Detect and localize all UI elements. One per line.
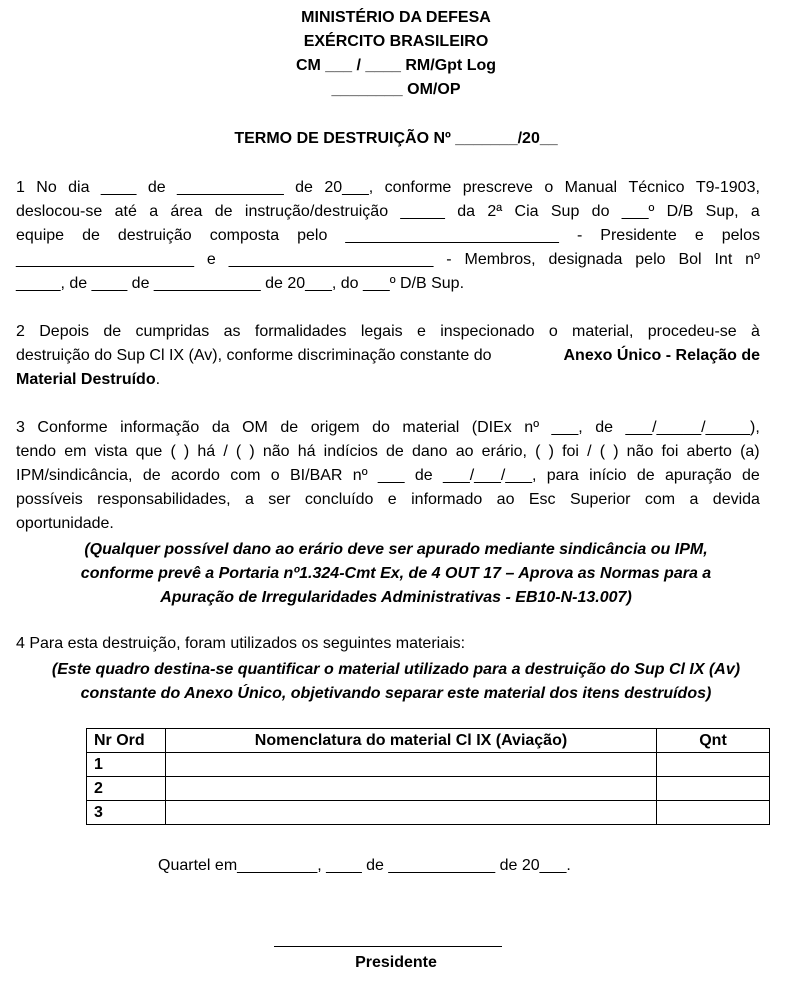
header-om: ________ OM/OP xyxy=(331,81,461,98)
paragraph-1-line-1: 1 No dia ____ de ____________ de 20___, conforme prescreve o Manual Técnico T9-1903, xyxy=(16,179,760,196)
paragraph-3-note-line-1: (Qualquer possível dano ao erário deve ser apurado mediante sindicância ou IPM, xyxy=(84,541,708,558)
document-title: TERMO DE DESTRUIÇÃO Nº _______/20__ xyxy=(234,130,558,147)
table-row xyxy=(87,777,770,801)
header-ministry: MINISTÉRIO DA DEFESA xyxy=(301,9,491,26)
paragraph-1-line-3: equipe de destruição composta pelo ________________________ - Presidente e pelos xyxy=(16,227,760,244)
paragraph-2-text: destruição do Sup Cl IX (Av), conforme discriminação constante do xyxy=(16,347,496,364)
cell-nr-ord: 2 xyxy=(87,777,166,801)
paragraph-1-line-5: _____, de ____ de ____________ de 20___, do ___º D/B Sup. xyxy=(16,275,465,292)
paragraph-3-line-5: oportunidade. xyxy=(16,515,114,532)
cell-qnt xyxy=(657,753,770,777)
paragraph-2-end: . xyxy=(155,371,161,388)
cell-nr-ord: 1 xyxy=(87,753,166,777)
paragraph-3-line-4: possíveis responsabilidades, a ser concluído e informado ao Esc Superior com a devida xyxy=(16,491,760,508)
materials-table xyxy=(86,728,770,825)
paragraph-4-note-line-1: (Este quadro destina-se quantificar o material utilizado para a destruição do Sup Cl IX (Av) xyxy=(51,661,741,678)
header-nr-ord: Nr Ord xyxy=(87,729,166,753)
header-army: EXÉRCITO BRASILEIRO xyxy=(303,33,489,50)
cell-nomenclature xyxy=(166,753,657,777)
paragraph-3-note-line-3: Apuração de Irregularidades Administrativas - EB10-N-13.007) xyxy=(160,589,632,606)
place-date-line: Quartel em_________, ____ de ____________ de 20___. xyxy=(158,857,571,874)
table-header-row xyxy=(87,729,770,753)
paragraph-2-line-2 xyxy=(16,344,760,368)
paragraph-3-line-1: 3 Conforme informação da OM de origem do material (DIEx nº ___, de ___/_____/_____), xyxy=(16,419,760,436)
signature-role: Presidente xyxy=(355,954,437,971)
annex-reference-cont: Material Destruído xyxy=(16,371,156,388)
paragraph-1-line-4: ____________________ e _______________________ - Membros, designada pelo Bol Int nº xyxy=(16,251,760,268)
paragraph-4-note-line-2: constante do Anexo Único, objetivando separar este material dos itens destruídos) xyxy=(80,685,712,702)
signature-line xyxy=(274,946,502,947)
paragraph-3-note-line-2: conforme prevê a Portaria nº1.324-Cmt Ex, de 4 OUT 17 – Aprova as Normas para a xyxy=(80,565,712,582)
paragraph-1-line-2: deslocou-se até a área de instrução/destruição _____ da 2ª Cia Sup do ___º D/B Sup, a xyxy=(16,203,760,220)
header-nomenclature: Nomenclatura do material Cl IX (Aviação) xyxy=(166,729,657,753)
cell-qnt xyxy=(657,801,770,825)
header-qnt: Qnt xyxy=(657,729,770,753)
table-row xyxy=(87,753,770,777)
cell-nomenclature xyxy=(166,801,657,825)
paragraph-4: 4 Para esta destruição, foram utilizados os seguintes materiais: xyxy=(16,635,466,652)
paragraph-3-line-2: tendo em vista que ( ) há / ( ) não há indícios de dano ao erário, ( ) foi / ( ) não foi aberto (a) xyxy=(16,443,760,460)
paragraph-3-line-3: IPM/sindicância, de acordo com o BI/BAR nº ___ de ___/___/___, para início de apuração de xyxy=(16,467,760,484)
header-cm: CM ___ / ____ RM/Gpt Log xyxy=(295,57,497,74)
table-row xyxy=(87,801,770,825)
annex-reference: Anexo Único - Relação de xyxy=(563,347,760,364)
cell-nr-ord: 3 xyxy=(87,801,166,825)
cell-qnt xyxy=(657,777,770,801)
paragraph-2-line-1: 2 Depois de cumpridas as formalidades legais e inspecionado o material, procedeu-se à xyxy=(16,323,760,340)
paragraph-2-line-3 xyxy=(16,368,160,392)
cell-nomenclature xyxy=(166,777,657,801)
